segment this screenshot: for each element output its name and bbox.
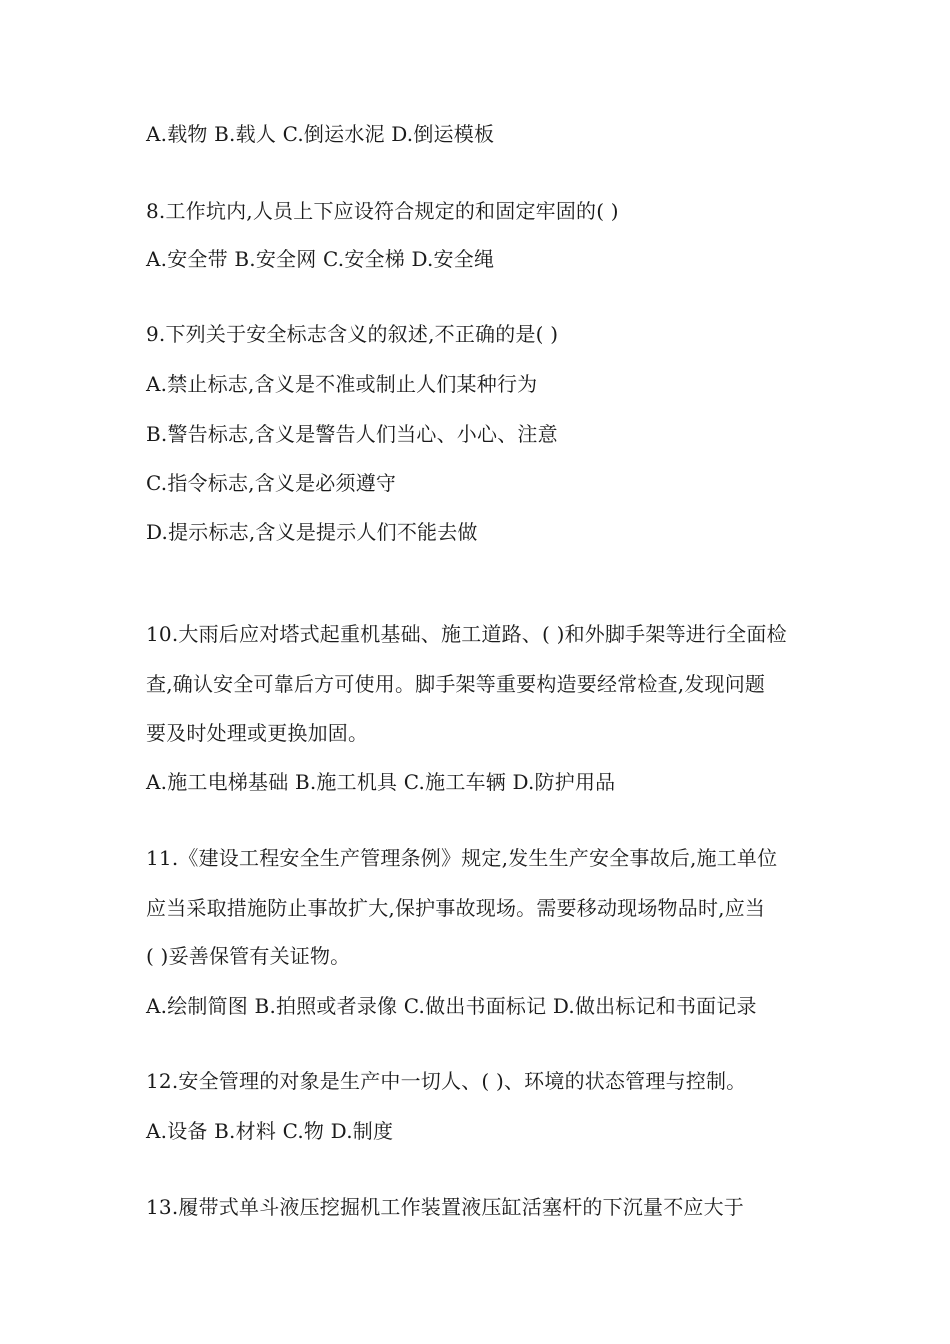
q9-question: 9.下列关于安全标志含义的叙述,不正确的是( ) xyxy=(146,322,559,346)
q10-question-line2: 查,确认安全可靠后方可使用。脚手架等重要构造要经常检查,发现问题 xyxy=(146,672,766,696)
q11-question-line2: 应当采取措施防止事故扩大,保护事故现场。需要移动现场物品时,应当 xyxy=(146,896,766,920)
q9-option-c: C.指令标志,含义是必须遵守 xyxy=(146,471,397,495)
q10-question-line3: 要及时处理或更换加固。 xyxy=(146,721,369,745)
q7-options: A.载物 B.载人 C.倒运水泥 D.倒运模板 xyxy=(146,122,495,146)
q11-options: A.绘制简图 B.拍照或者录像 C.做出书面标记 D.做出标记和书面记录 xyxy=(146,994,757,1018)
q12-options: A.设备 B.材料 C.物 D.制度 xyxy=(146,1119,394,1143)
q8-options: A.安全带 B.安全网 C.安全梯 D.安全绳 xyxy=(146,247,495,271)
q9-option-d: D.提示标志,含义是提示人们不能去做 xyxy=(146,520,478,544)
q8-question: 8.工作坑内,人员上下应设符合规定的和固定牢固的( ) xyxy=(146,199,619,223)
q12-question: 12.安全管理的对象是生产中一切人、( )、环境的状态管理与控制。 xyxy=(146,1069,747,1093)
q9-option-b: B.警告标志,含义是警告人们当心、小心、注意 xyxy=(146,422,558,446)
q9-option-a: A.禁止标志,含义是不准或制止人们某种行为 xyxy=(146,372,538,396)
q10-options: A.施工电梯基础 B.施工机具 C.施工车辆 D.防护用品 xyxy=(146,770,616,794)
q11-question-line1: 11.《建设工程安全生产管理条例》规定,发生生产安全事故后,施工单位 xyxy=(146,846,778,870)
q11-question-line3: ( )妥善保管有关证物。 xyxy=(146,944,351,968)
q10-question-line1: 10.大雨后应对塔式起重机基础、施工道路、( )和外脚手架等进行全面检 xyxy=(146,622,787,646)
q13-question-line1: 13.履带式单斗液压挖掘机工作装置液压缸活塞杆的下沉量不应大于 xyxy=(146,1195,745,1219)
